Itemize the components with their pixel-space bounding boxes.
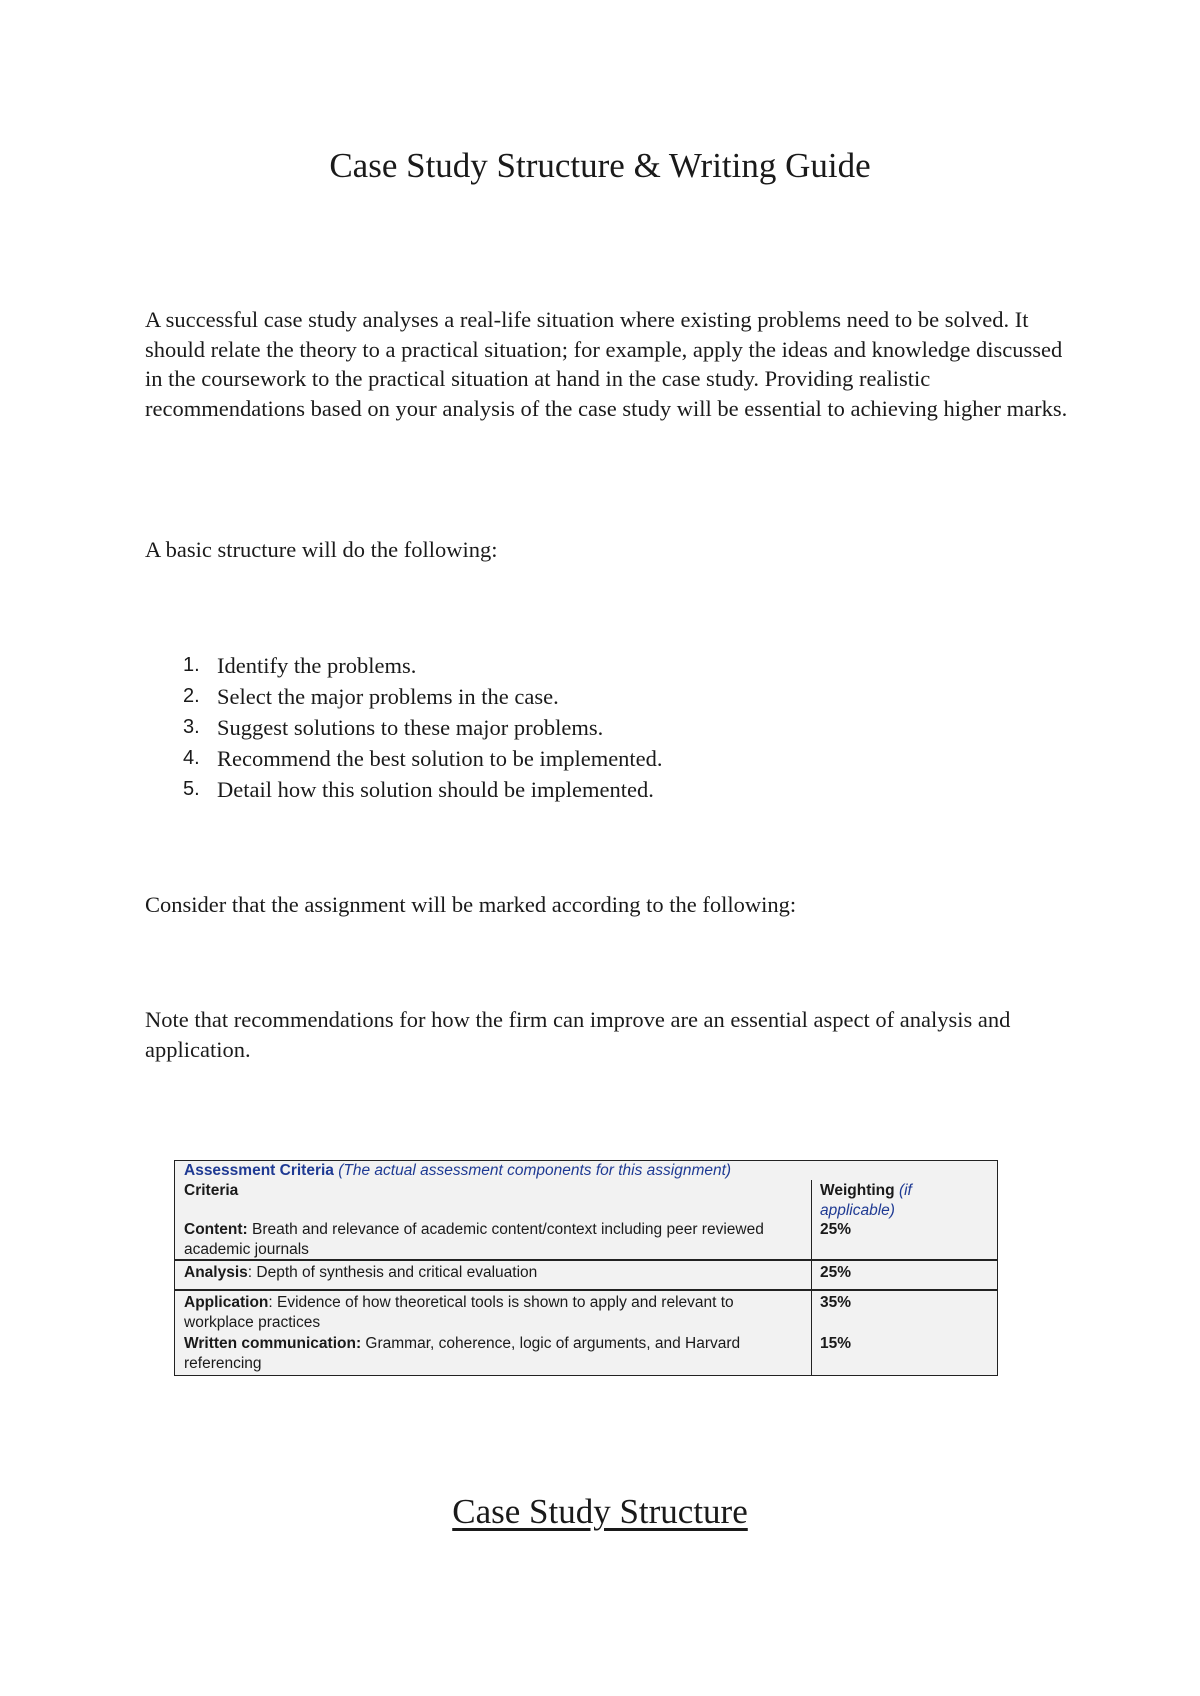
list-item-text: Suggest solutions to these major problems.: [217, 715, 604, 740]
list-item-number: 2.: [183, 685, 200, 707]
list-item: [145, 681, 1045, 712]
list-item: [145, 650, 1045, 681]
criterion-label: Content:: [184, 1221, 248, 1238]
criterion-weight: 25%: [820, 1264, 852, 1281]
steps-list: [145, 650, 1045, 805]
criteria-heading-label: Assessment Criteria: [184, 1162, 334, 1179]
list-item-text: Select the major problems in the case.: [217, 684, 559, 709]
weighting-header-label: Weighting: [820, 1182, 895, 1199]
criterion-description: Grammar, coherence, logic of arguments, and Harvard referencing: [184, 1335, 741, 1372]
criterion-description: Breath and relevance of academic content/context including peer reviewed academic journals: [184, 1221, 764, 1258]
list-item: [145, 774, 1045, 805]
table-row: [184, 1334, 804, 1373]
list-item-text: Recommend the best solution to be implemented.: [217, 746, 663, 771]
list-item-text: Identify the problems.: [217, 653, 417, 678]
document-title: Case Study Structure & Writing Guide: [329, 146, 871, 185]
criteria-table-heading: [184, 1161, 731, 1181]
criterion-weight: 15%: [820, 1335, 852, 1352]
list-item: [145, 743, 1045, 774]
assessment-criteria-table: [174, 1160, 998, 1376]
criterion-description: : Evidence of how theoretical tools is shown to apply and relevant to workplace practices: [184, 1294, 734, 1331]
criteria-heading-note: (The actual assessment components for this assignment): [338, 1162, 732, 1179]
table-row: [184, 1263, 804, 1283]
criterion-weight: 35%: [820, 1294, 852, 1311]
list-item-number: 3.: [183, 716, 200, 738]
list-item-text: Detail how this solution should be implemented.: [217, 777, 654, 802]
table-row: [184, 1220, 804, 1259]
column-divider: [811, 1180, 812, 1375]
intro-paragraph: A successful case study analyses a real-life situation where existing problems need to be solved. It should relate the theory to a practical situation; for example, apply the ideas and knowledge discussed in the coursework to the practical situation at hand in the case study. Providing realistic recommendations based on your analysis of the case study will be essential to achieving higher marks.: [145, 307, 1068, 421]
list-item-number: 4.: [183, 747, 200, 769]
weighting-column-header: [820, 1181, 990, 1220]
row-divider: [175, 1289, 997, 1291]
recommendation-note: Note that recommendations for how the firm can improve are an essential aspect of analysis and application.: [145, 1007, 1011, 1062]
criteria-column-header: Criteria: [184, 1182, 239, 1199]
list-item-number: 5.: [183, 778, 200, 800]
list-item: [145, 712, 1045, 743]
criterion-label: Written communication:: [184, 1335, 362, 1352]
row-divider: [175, 1259, 997, 1261]
criterion-label: Application: [184, 1294, 269, 1311]
criterion-label: Analysis: [184, 1264, 248, 1281]
criterion-description: : Depth of synthesis and critical evaluation: [247, 1264, 538, 1281]
structure-lead-text: A basic structure will do the following:: [145, 537, 498, 562]
list-item-number: 1.: [183, 654, 200, 676]
section-title: Case Study Structure: [452, 1492, 748, 1531]
marking-intro-text: Consider that the assignment will be marked according to the following:: [145, 892, 797, 917]
weighting-header-note: (if applicable): [820, 1182, 912, 1219]
criterion-weight: 25%: [820, 1221, 852, 1238]
table-row: [184, 1293, 804, 1332]
